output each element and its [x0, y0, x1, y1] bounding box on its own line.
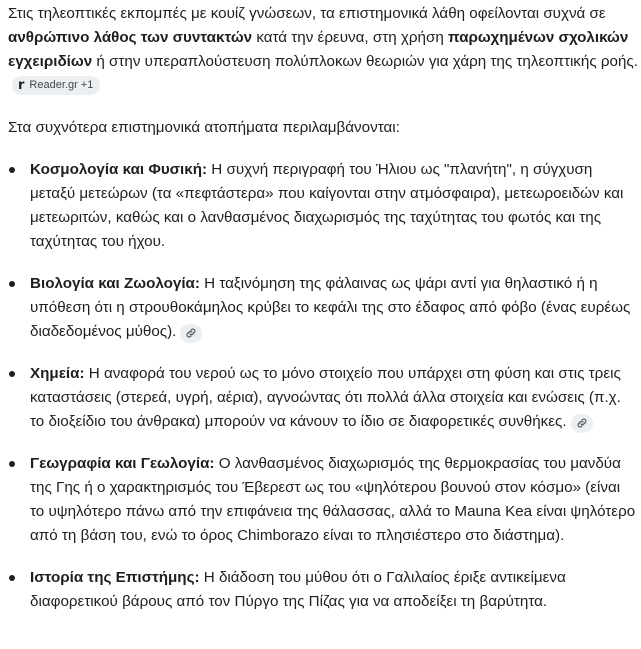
- list-item: [8, 566, 638, 614]
- list-item-title: Κοσμολογία και Φυσική:: [30, 161, 208, 178]
- list-item-text: Η ταξινόμηση της φάλαινας ως ψάρι αντί για θηλαστικό ή η υπόθεση ότι η στρουθοκάμηλος κρύβει το κεφάλι της στο έδαφος από φόβο (ένας ευρέως διαδεδομένος μύθος).: [30, 275, 631, 340]
- intro-text-3: ή στην υπεραπλούστευση πολύπλοκων θεωριών για χάρη της τηλεοπτικής ροής.: [92, 53, 638, 70]
- error-list: [8, 158, 641, 614]
- source-link-button[interactable]: [571, 414, 593, 433]
- list-item-title: Γεωγραφία και Γεωλογία:: [30, 455, 215, 472]
- source-link-button[interactable]: [180, 324, 202, 343]
- source-chip[interactable]: [12, 76, 100, 95]
- list-item-title: Ιστορία της Επιστήμης:: [30, 569, 200, 586]
- intro-text-2: κατά την έρευνα, στη χρήση: [252, 29, 448, 46]
- reader-logo-icon: r: [18, 78, 25, 93]
- source-chip-label: Reader.gr +1: [29, 79, 94, 91]
- response-content: [0, 2, 641, 614]
- list-item-text: Η συχνή περιγραφή του Ήλιου ως "πλανήτη", η σύγχυση μεταξύ μετεώρων (τα «πεφτάστερα» που καίγονται στην ατμόσφαιρα), μετεωροειδών και μετεωριτών, καθώς και ο λανθασμένος διαχωρισμός της ταχύτητας του φωτός και της ταχύτητας του ήχου.: [30, 161, 624, 250]
- list-item: [8, 158, 638, 254]
- list-item: [8, 272, 638, 344]
- list-item-text: Ο λανθασμένος διαχωρισμός της θερμοκρασίας του μανδύα της Γης ή ο χαρακτηρισμός του Έβερεστ ως του «ψηλότερου βουνού στον κόσμο» (είναι το υψηλότερο πάνω από την επιφάνεια της θάλασσας, αλλά το Mauna Kea είναι ψηλότερο από τη βάση του, ενώ το όρος Chimborazo είναι το πλησιέστερο στο διάστημα).: [30, 455, 636, 544]
- link-icon: [576, 417, 588, 429]
- list-item-title: Βιολογία και Ζωολογία:: [30, 275, 200, 292]
- list-item: [8, 452, 638, 548]
- intro-bold-1: ανθρώπινο λάθος των συντακτών: [8, 29, 253, 46]
- list-item: [8, 362, 638, 434]
- list-item-text: Η αναφορά του νερού ως το μόνο στοιχείο που υπάρχει στη φύση και στις τρεις καταστάσεις (στερεά, υγρή, αέρια), αγνοώντας ότι πολλά άλλα στοιχεία και ενώσεις (π.χ. το διοξείδιο του άνθρακα) μπορούν να κάνουν το ίδιο σε διαφορετικές συνθήκες.: [30, 365, 621, 430]
- lead-paragraph: Στα συχνότερα επιστημονικά ατοπήματα περιλαμβάνονται:: [8, 119, 400, 136]
- intro-paragraph: [8, 2, 638, 98]
- link-icon: [185, 327, 197, 339]
- intro-bold-2: παρωχημένων σχολικών εγχειριδίων: [8, 29, 629, 70]
- list-item-title: Χημεία:: [30, 365, 85, 382]
- list-item-text: Η διάδοση του μύθου ότι ο Γαλιλαίος έριξε αντικείμενα διαφορετικού βάρους από τον Πύργο της Πίζας για να αποδείξει τη βαρύτητα.: [30, 569, 566, 610]
- intro-text-1: Στις τηλεοπτικές εκπομπές με κουίζ γνώσεων, τα επιστημονικά λάθη οφείλονται συχνά σε: [8, 5, 606, 22]
